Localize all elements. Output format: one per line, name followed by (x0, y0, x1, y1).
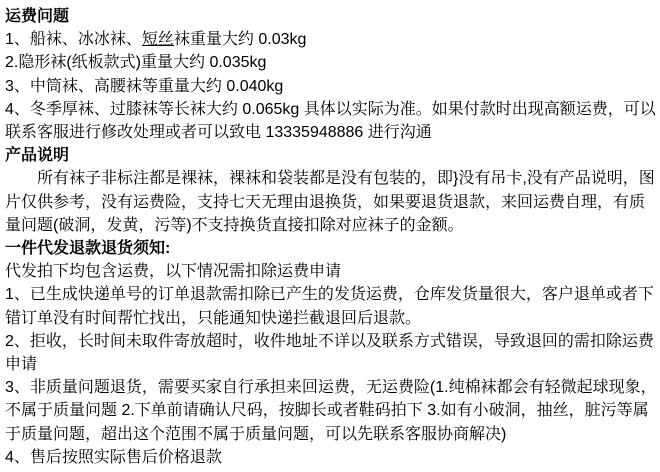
shipping-item-1-underlined-text: 短丝 (141, 31, 174, 49)
dropship-item-4: 4、售后按照实际售后价格退款 (5, 448, 222, 466)
product-section-heading: 产品说明 (5, 147, 70, 165)
shipping-item-1-suffix: 袜重量大约 0.03kg (173, 31, 307, 49)
shipping-item-4: 4、冬季厚袜、过膝袜等长袜大约 0.065kg 具体以实际为准。如果付款时出现高额运费，可以联系客服进行修改处理或者可以致电 13335948886 进行沟通 (5, 100, 656, 142)
dropship-item-1: 1、已生成快递单号的订单退款需扣除已产生的发货运费，仓库发货量很大，客户退单或者下错订单没有时间帮忙找出，只能通知快递拦截退回后退款。 (5, 286, 654, 327)
dropship-item-2: 2、拒收，长时间未取件寄放超时，收件地址不详以及联系方式错误，导致退回的需扣除运费申请 (5, 332, 654, 374)
shipping-item-2: 2.隐形袜(纸板款式)重量大约 0.035kg (5, 54, 267, 72)
dropship-item-3: 3、非质量问题退货，需要买家自行承担来回运费，无运费险(1.纯棉袜都会有轻微起球现象，不属于质量问题 2.下单前请确认尺码，按脚长或者鞋码拍下 3.如有小破洞，抽丝，脏污等属于质量问题，超出这个范围不属于质量问题，可以先联系客服协商解决) (5, 379, 657, 443)
dropship-section-heading: 一件代发退款退货须知: (5, 240, 171, 258)
shipping-item-1-prefix: 1、船袜、冰冰袜、 (5, 31, 142, 49)
dropship-intro: 代发拍下均包含运费，以下情况需扣除运费申请 (5, 263, 342, 281)
shipping-item-1 (5, 28, 657, 51)
shipping-section-heading: 运费问题 (5, 8, 70, 25)
product-description: 所有袜子非标注都是裸袜，裸袜和袋装都是没有包装的，即}没有吊卡,没有产品说明，图片仅供参考，没有运费险，支持七天无理由退换货，如果要退货退款，来回运费自理，有质量问题(破洞，发黄，污等)不支持换货直接扣除对应袜子的金额。 (5, 170, 655, 234)
shipping-item-3: 3、中筒袜、高腰袜等重量大约 0.040kg (5, 77, 284, 95)
